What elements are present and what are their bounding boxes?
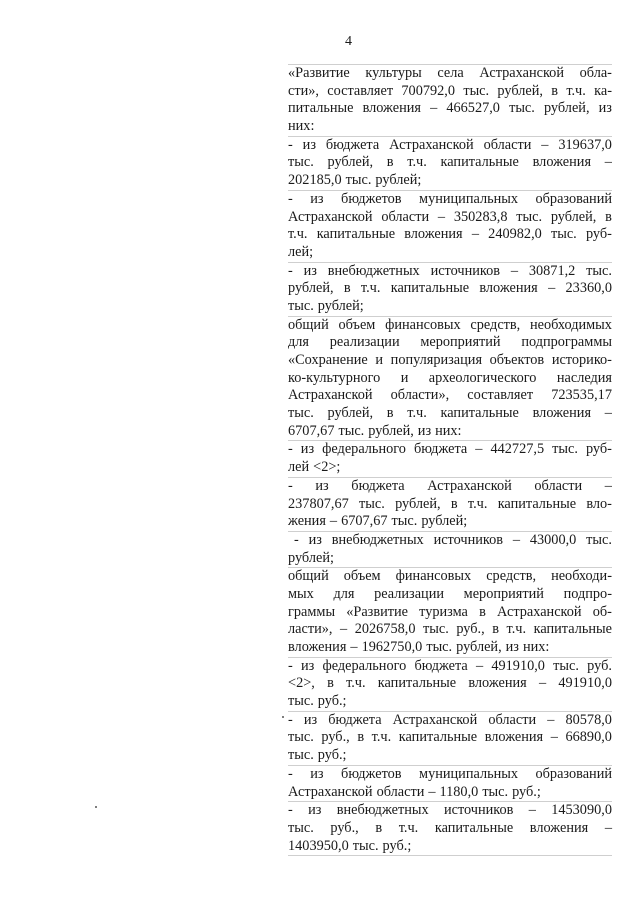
text-line: тыс. руб.; xyxy=(288,693,347,710)
table-cell-paragraph xyxy=(288,657,612,712)
table-cell-paragraph xyxy=(288,765,612,802)
text-line: - из федерального бюджета – 442727,5 тыс. руб- xyxy=(288,441,612,458)
text-line: них: xyxy=(288,118,315,135)
page-number: 4 xyxy=(345,34,352,49)
text-line: - из внебюджетных источников – 30871,2 тыс. xyxy=(288,262,612,279)
table-cell-paragraph xyxy=(288,801,612,856)
text-line: тыс. руб.; xyxy=(288,747,347,764)
text-line: - из внебюджетных источников – 1453090,0 xyxy=(288,802,612,819)
text-line: рублей; xyxy=(288,549,334,566)
text-line: питальные вложения – 466527,0 тыс. рублей, из xyxy=(288,100,612,117)
text-line: - из бюджетов муниципальных образований xyxy=(288,190,612,207)
text-line: тыс. рублей, в т.ч. капитальные вложения – xyxy=(288,154,612,171)
text-line: - из внебюджетных источников – 43000,0 тыс. xyxy=(294,531,612,548)
scan-speck xyxy=(95,806,97,808)
text-line: тыс. руб., в т.ч. капитальные вложения – 66890,0 xyxy=(288,729,612,746)
text-line: мых для реализации мероприятий подпро- xyxy=(288,585,612,602)
text-line: лей; xyxy=(288,243,314,260)
text-line: Астраханской области», составляет 723535,17 xyxy=(288,387,612,404)
text-line: 237807,67 тыс. рублей, в т.ч. капитальные вло- xyxy=(288,495,612,512)
text-line: рублей, в т.ч. капитальные вложения – 23360,0 xyxy=(288,280,612,297)
text-line: <2>, в т.ч. капитальные вложения – 491910,0 xyxy=(288,675,612,692)
text-line: т.ч. капитальные вложения – 240982,0 тыс. руб- xyxy=(288,226,612,243)
text-line: 1403950,0 тыс. руб.; xyxy=(288,837,412,854)
text-line: общий объем финансовых средств, необходимых xyxy=(288,316,612,333)
text-line: ласти», – 2026758,0 тыс. руб., в т.ч. капитальные xyxy=(288,621,612,638)
text-line: - из бюджета Астраханской области – 80578,0 xyxy=(288,711,612,728)
text-line: Астраханской области – 350283,8 тыс. рублей, в xyxy=(288,208,612,225)
table-cell-paragraph xyxy=(288,711,612,766)
text-line: тыс. руб., в т.ч. капитальные вложения – xyxy=(288,819,612,836)
text-line: 202185,0 тыс. рублей; xyxy=(288,172,422,189)
text-line: жения – 6707,67 тыс. рублей; xyxy=(288,513,468,530)
text-line: 6707,67 тыс. рублей, из них: xyxy=(288,422,462,439)
text-line: лей <2>; xyxy=(288,459,341,476)
text-line: граммы «Развитие туризма в Астраханской об- xyxy=(288,603,612,620)
text-line: тыс. рублей; xyxy=(288,297,364,314)
table-cell-paragraph xyxy=(288,64,612,137)
table-cell-paragraph xyxy=(288,440,612,477)
scan-speck xyxy=(282,716,284,718)
text-line: «Сохранение и популяризация объектов историко- xyxy=(288,352,612,368)
table-cell-paragraph xyxy=(288,190,612,263)
text-line: сти», составляет 700792,0 тыс. рублей, в т.ч. ка- xyxy=(288,82,612,99)
document-body xyxy=(288,65,612,856)
text-line: Астраханской области – 1180,0 тыс. руб.; xyxy=(288,783,541,800)
table-cell-paragraph xyxy=(288,567,612,657)
text-line: - из федерального бюджета – 491910,0 тыс. руб. xyxy=(288,657,612,674)
text-line: - из бюджетов муниципальных образований xyxy=(288,765,612,782)
table-cell-paragraph xyxy=(288,531,612,568)
text-line: тыс. рублей, в т.ч. капитальные вложения – xyxy=(288,405,612,422)
table-cell-paragraph xyxy=(288,316,612,442)
text-line: вложения – 1962750,0 тыс. рублей, из них: xyxy=(288,639,550,655)
text-line: для реализации мероприятий подпрограммы xyxy=(288,334,612,351)
table-cell-paragraph xyxy=(288,262,612,317)
text-line: общий объем финансовых средств, необходи- xyxy=(288,568,612,585)
text-line: - из бюджета Астраханской области – xyxy=(288,477,612,494)
text-line: «Развитие культуры села Астраханской обла- xyxy=(288,65,612,81)
text-line: - из бюджета Астраханской области – 319637,0 xyxy=(288,136,612,153)
text-line: ко-культурного и археологического наследия xyxy=(288,369,612,386)
table-cell-paragraph xyxy=(288,477,612,532)
table-cell-paragraph xyxy=(288,136,612,191)
